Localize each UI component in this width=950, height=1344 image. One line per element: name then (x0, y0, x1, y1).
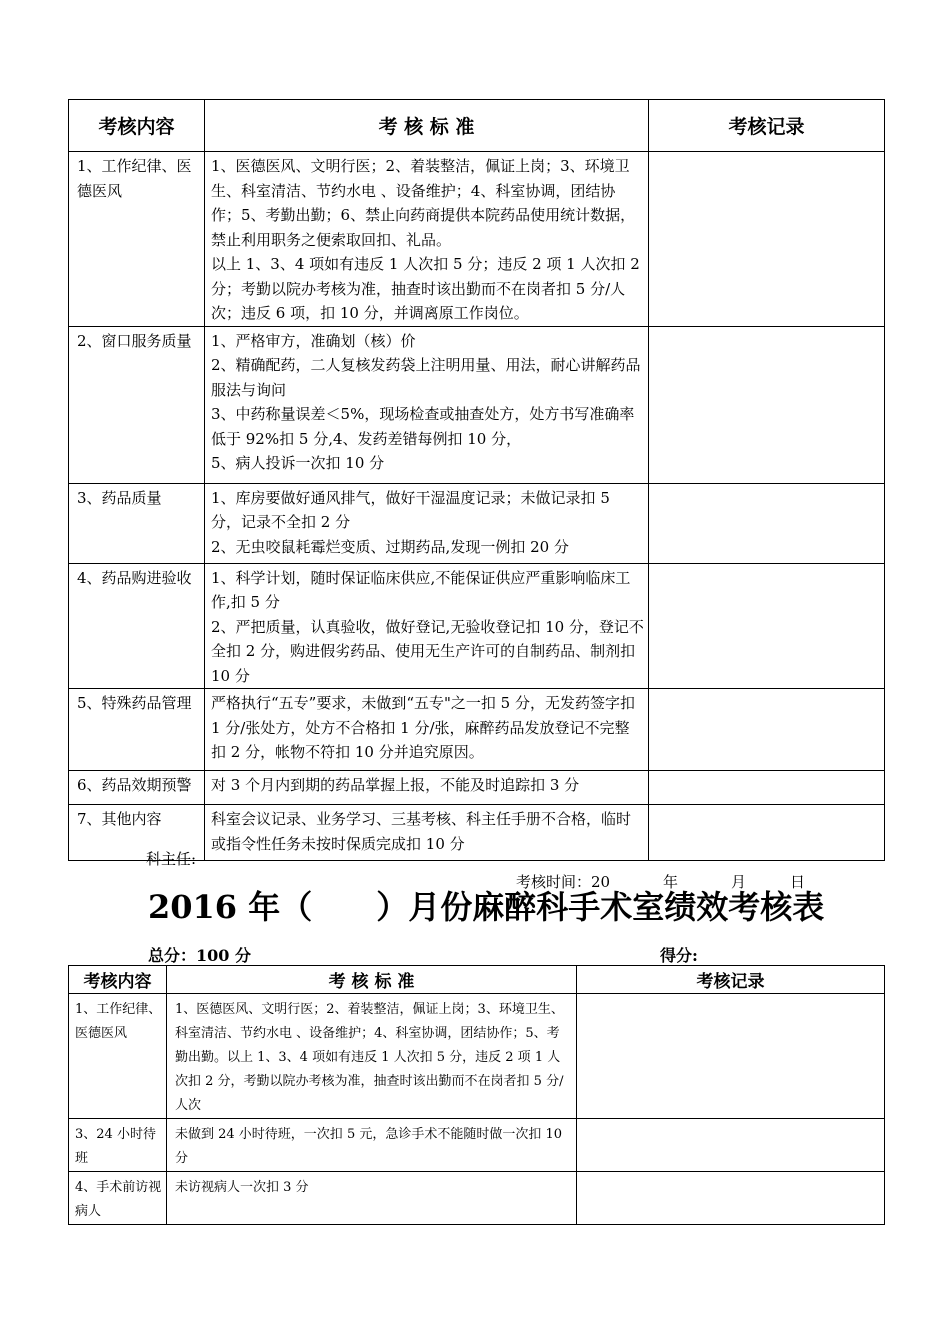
standard-line: 1、医德医风、文明行医；2、着装整洁，佩证上岗；3、环境卫生、科室清洁、节约水电 、设备维护；4、科室协调，团结协作；5、考勤出勤；6、禁止向药商提供本院药品使用统计数据，禁止利用职务之便索取回扣、礼品。 (211, 157, 636, 249)
time-month-label: 月 (731, 873, 747, 891)
anesthesia-assessment-table (68, 965, 885, 1225)
row-standard (205, 805, 649, 861)
header-content: 考核内容 (69, 966, 167, 994)
row-category: 5、特殊药品管理 (69, 689, 205, 771)
standard-line: 以上 1、3、4 项如有违反 1 人次扣 5 分；违反 2 项 1 人次扣 2 分；考勤以院办考核为准，抽查时该出勤而不在岗者扣 5 分/人次；违反 6 项，扣 10 分，并调离原工作岗位。 (211, 255, 640, 322)
record-cell[interactable] (649, 483, 885, 563)
header-record: 考核记录 (577, 966, 885, 994)
standard-line: 未做到 24 小时待班，一次扣 5 元，急诊手术不能随时做一次扣 10 分 (175, 1127, 563, 1166)
standard-line: 对 3 个月内到期的药品掌握上报，不能及时追踪扣 3 分 (211, 776, 580, 794)
record-cell[interactable] (649, 152, 885, 327)
row-standard (205, 771, 649, 805)
record-cell[interactable] (577, 1119, 885, 1172)
table-row (69, 1172, 885, 1225)
row-standard (205, 152, 649, 327)
time-day-label: 日 (790, 873, 806, 891)
row-category: 3、24 小时待班 (69, 1119, 167, 1172)
row-category: 4、手术前访视病人 (69, 1172, 167, 1225)
record-cell[interactable] (649, 805, 885, 861)
obtained-score-label: 得分: (660, 946, 698, 965)
table-row (69, 152, 885, 327)
row-standard (167, 1172, 577, 1225)
record-cell[interactable] (649, 689, 885, 771)
standard-line: 严格执行“五专”要求，未做到“五专"之一扣 5 分，无发药签字扣 1 分/张处方，处方不合格扣 1 分/张，麻醉药品发放登记不完整扣 2 分，帐物不符扣 10 分并追究原因。 (211, 694, 635, 761)
record-cell[interactable] (649, 771, 885, 805)
pharmacy-assessment-table (68, 99, 885, 861)
standard-line: 5、病人投诉一次扣 10 分 (211, 454, 385, 472)
standard-line: 2、无虫咬鼠耗霉烂变质、过期药品,发现一例扣 20 分 (211, 537, 569, 556)
header-standard: 考 核 标 准 (167, 966, 577, 994)
table-row (69, 689, 885, 771)
standard-line: 科室会议记录、业务学习、三基考核、科主任手册不合格，临时或指令性任务未按时保质完成扣 10 分 (211, 810, 632, 853)
standard-line: 2、精确配药，二人复核发药袋上注明用量、用法，耐心讲解药品服法与询问 (211, 356, 641, 399)
page-title: 2016 年（ ）月份麻醉科手术室绩效考核表 (148, 888, 825, 926)
standard-line: 1、科学计划，随时保证临床供应,不能保证供应严重影响临床工作,扣 5 分 (211, 568, 631, 611)
header-content: 考核内容 (69, 100, 205, 152)
standard-line: 2、严把质量，认真验收，做好登记,无验收登记扣 10 分，登记不全扣 2 分，购进假劣药品、使用无生产许可的自制药品、制剂扣 10 分 (211, 617, 644, 685)
record-cell[interactable] (577, 1172, 885, 1225)
standard-line: 1、库房要做好通风排气，做好干湿温度记录；未做记录扣 5 分，记录不全扣 2 分 (211, 488, 610, 531)
standard-line: 未访视病人一次扣 3 分 (175, 1180, 309, 1195)
row-standard (167, 994, 577, 1119)
row-category: 3、药品质量 (69, 483, 205, 563)
table-row (69, 994, 885, 1119)
record-cell[interactable] (649, 326, 885, 483)
row-category: 6、药品效期预警 (69, 771, 205, 805)
total-score-label: 总分：100 分 (148, 946, 251, 965)
table-header-row (69, 966, 885, 994)
row-standard (205, 483, 649, 563)
director-label: 科主任: (146, 850, 197, 868)
row-standard (205, 563, 649, 689)
row-standard (205, 326, 649, 483)
table-row (69, 1119, 885, 1172)
header-standard: 考 核 标 准 (205, 100, 649, 152)
row-category: 7、其他内容 (69, 805, 205, 861)
record-cell[interactable] (649, 563, 885, 689)
table-row (69, 483, 885, 563)
row-category: 4、药品购进验收 (69, 563, 205, 689)
row-category: 1、工作纪律、医德医风 (69, 994, 167, 1119)
table-header-row (69, 100, 885, 152)
table-row (69, 563, 885, 689)
row-category: 2、窗口服务质量 (69, 326, 205, 483)
table-row (69, 771, 885, 805)
row-category: 1、工作纪律、医德医风 (69, 152, 205, 327)
row-standard (167, 1119, 577, 1172)
table-row (69, 326, 885, 483)
time-year-label: 年 (663, 873, 679, 891)
row-standard (205, 689, 649, 771)
standard-line: 3、中药称量误差＜5%，现场检查或抽查处方，处方书写准确率低于 92%扣 5 分,4、发药差错每例扣 10 分， (211, 405, 635, 448)
header-record: 考核记录 (649, 100, 885, 152)
assessment-time-label: 考核时间：20 (516, 873, 611, 891)
standard-line: 1、严格审方，准确划（核）价 (211, 331, 416, 350)
standard-line: 1、医德医风、文明行医；2、着装整洁，佩证上岗；3、环境卫生、科室清洁、节约水电 、设备维护；4、科室协调，团结协作；5、考勤出勤。以上 1、3、4 项如有违反 1 人次扣 5 分，违反 2 项 1 人次扣 2 分，考勤以院办考核为准，抽查时该出勤而不在岗者扣 5 分/人次 (175, 1002, 564, 1113)
record-cell[interactable] (577, 994, 885, 1119)
